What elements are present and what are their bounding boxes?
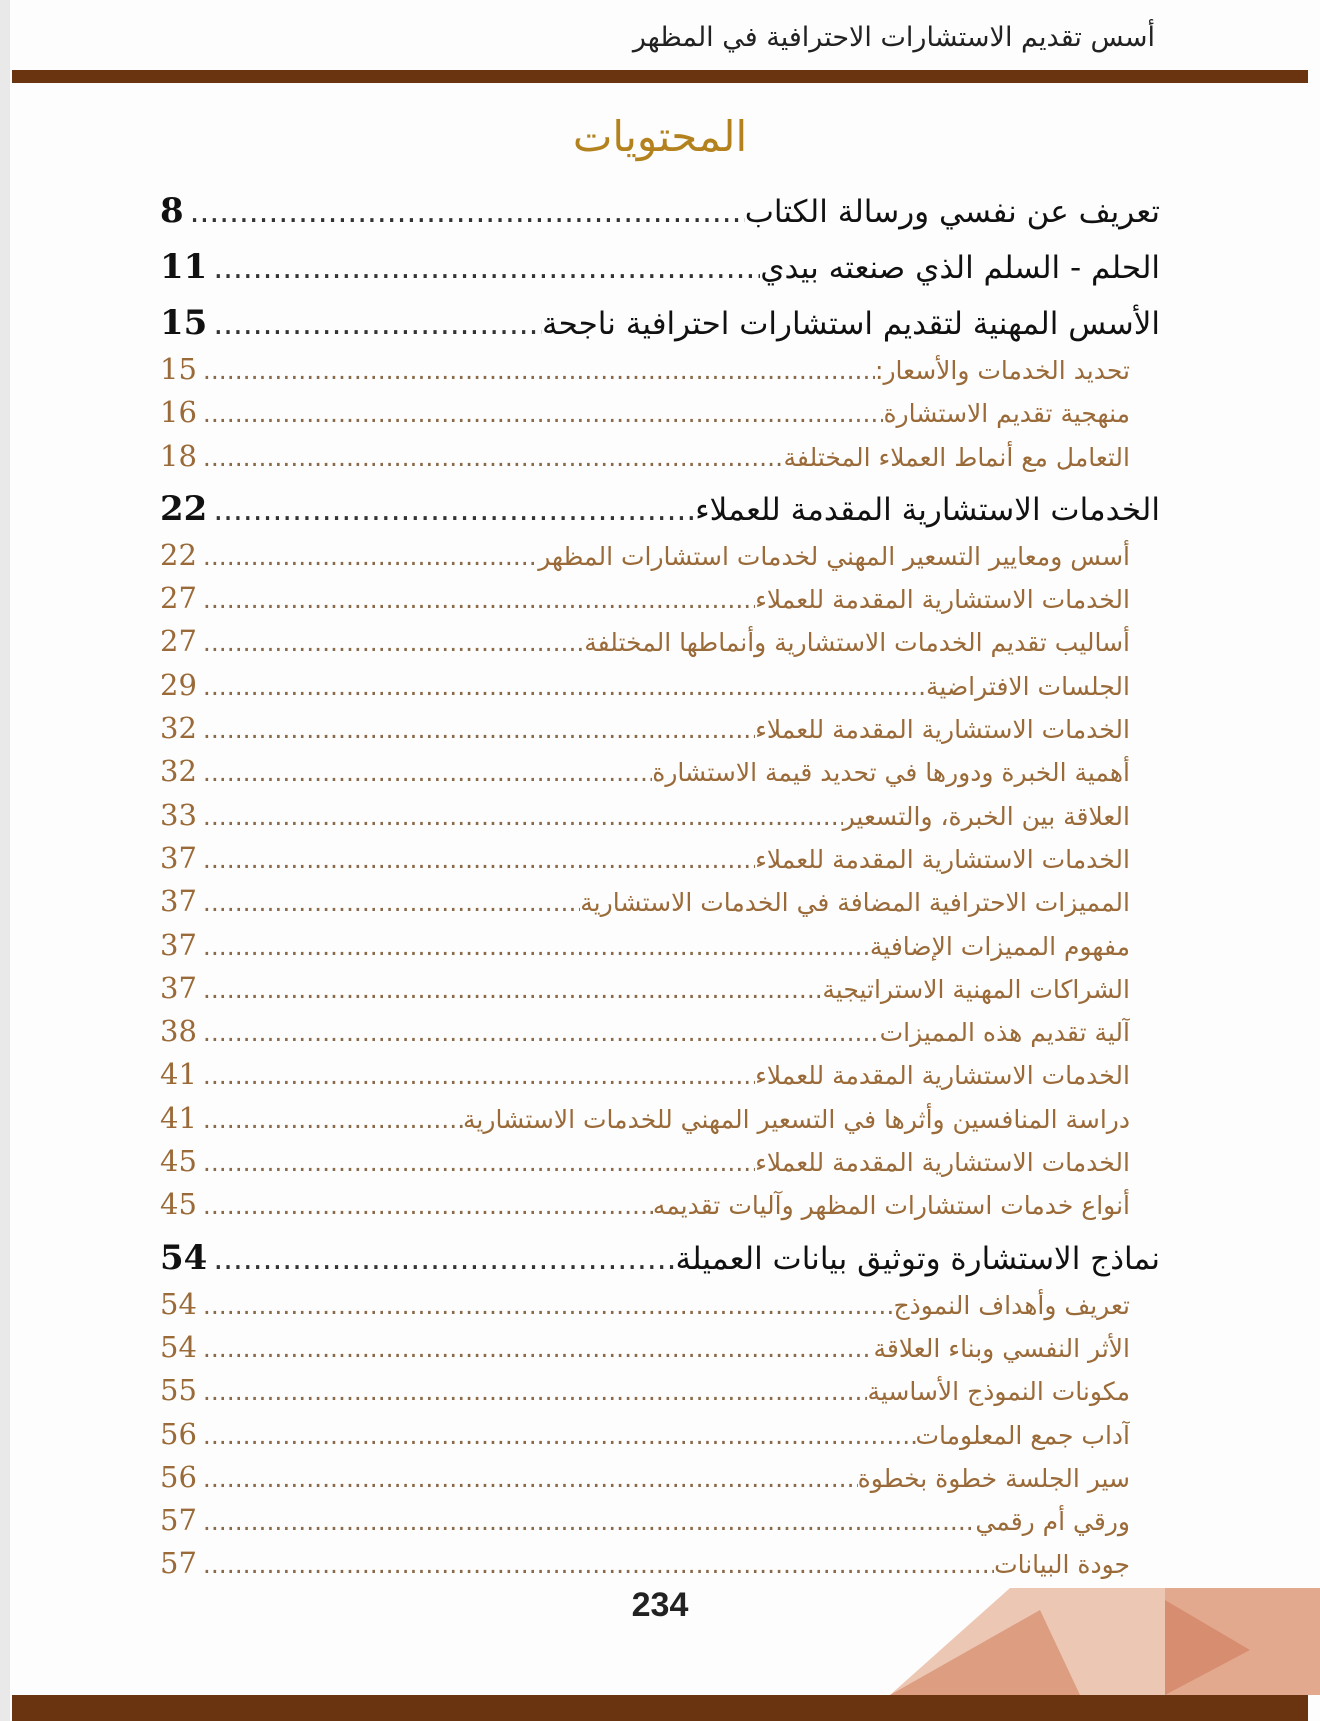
toc-section-entry bbox=[160, 1183, 1130, 1226]
toc-entry-page: 37 bbox=[160, 840, 197, 875]
toc-dot-leader bbox=[203, 1011, 880, 1053]
toc-dot-leader bbox=[213, 243, 760, 292]
toc-dot-leader bbox=[203, 1457, 858, 1499]
toc-section-entry bbox=[160, 750, 1130, 793]
toc-dot-leader bbox=[203, 968, 822, 1010]
toc-dot-leader bbox=[203, 665, 926, 707]
toc-dot-leader bbox=[203, 1500, 976, 1542]
toc-entry-page: 41 bbox=[160, 1100, 197, 1135]
toc-entry-title: الخدمات الاستشارية المقدمة للعملاء bbox=[695, 491, 1160, 528]
toc-entry-page: 15 bbox=[160, 303, 208, 343]
toc-dot-leader bbox=[203, 621, 584, 663]
toc-entry-title: المميزات الاحترافية المضافة في الخدمات الاستشارية bbox=[580, 888, 1130, 918]
toc-dot-leader bbox=[203, 1141, 755, 1183]
toc-dot-leader bbox=[203, 1184, 653, 1226]
toc-entry-title: سير الجلسة خطوة بخطوة bbox=[857, 1463, 1130, 1493]
toc-dot-leader bbox=[203, 578, 755, 620]
toc-dot-leader bbox=[203, 1327, 874, 1369]
toc-entry-title: أهمية الخبرة ودورها في تحديد قيمة الاستشارة bbox=[652, 758, 1130, 788]
toc-entry-title: تحديد الخدمات والأسعار: bbox=[875, 356, 1130, 385]
toc-section-entry bbox=[160, 837, 1130, 880]
toc-entry-page: 55 bbox=[160, 1373, 197, 1408]
toc-entry-page: 38 bbox=[160, 1014, 197, 1049]
toc-dot-leader bbox=[203, 925, 870, 967]
toc-entry-title: الشراكات المهنية الاستراتيجية bbox=[822, 974, 1130, 1004]
toc-section-entry bbox=[160, 794, 1130, 837]
toc-entry-page: 29 bbox=[160, 667, 197, 702]
toc-entry-title: تعريف وأهداف النموذج bbox=[893, 1290, 1130, 1320]
toc-section-entry bbox=[160, 1283, 1130, 1326]
toc-entry-title: الجلسات الافتراضية bbox=[926, 671, 1130, 701]
toc-section-entry bbox=[160, 664, 1130, 707]
toc-entry-page: 57 bbox=[160, 1503, 197, 1538]
toc-title: المحتويات bbox=[572, 112, 748, 161]
toc-entry-page: 54 bbox=[160, 1237, 208, 1278]
toc-entry-title: ورقي أم رقمي bbox=[975, 1507, 1130, 1537]
toc-section-entry bbox=[160, 1499, 1130, 1542]
toc-entry-page: 18 bbox=[160, 438, 197, 473]
toc-section-entry bbox=[160, 1097, 1130, 1140]
toc-entry-page: 54 bbox=[160, 1286, 197, 1321]
toc-entry-page: 8 bbox=[160, 191, 184, 231]
toc-entry-title: الخدمات الاستشارية المقدمة للعملاء bbox=[755, 1148, 1130, 1178]
toc-section-entry bbox=[160, 967, 1130, 1010]
toc-section-entry bbox=[160, 1053, 1130, 1096]
toc-section-entry bbox=[160, 348, 1130, 391]
toc-section-entry bbox=[160, 924, 1130, 967]
toc-chapter-entry bbox=[160, 242, 1160, 292]
page-number: 234 bbox=[631, 1586, 689, 1624]
toc-section-entry bbox=[160, 577, 1130, 620]
toc-entry-page: 57 bbox=[160, 1546, 197, 1581]
toc-dot-leader bbox=[203, 1098, 463, 1140]
toc-entry-title: أسس ومعايير التسعير المهني لخدمات استشارات المظهر bbox=[538, 541, 1130, 571]
toc-dot-leader bbox=[203, 349, 875, 391]
toc-dot-leader bbox=[203, 1543, 994, 1585]
toc-entry-title: الحلم - السلم الذي صنعته بيدي bbox=[760, 250, 1160, 286]
toc-section-entry bbox=[160, 1413, 1130, 1456]
toc-entry-page: 32 bbox=[160, 711, 197, 746]
toc-section-entry bbox=[160, 707, 1130, 750]
toc-entry-title: الخدمات الاستشارية المقدمة للعملاء bbox=[755, 1061, 1130, 1091]
toc-entry-title: الخدمات الاستشارية المقدمة للعملاء bbox=[755, 844, 1130, 874]
toc-dot-leader bbox=[213, 1234, 675, 1283]
toc-entry-title: مكونات النموذج الأساسية bbox=[867, 1377, 1130, 1407]
toc-entry-title: الأسس المهنية لتقديم استشارات احترافية ناجحة bbox=[542, 306, 1160, 342]
toc-section-entry bbox=[160, 1369, 1130, 1412]
toc-dot-leader bbox=[203, 708, 755, 750]
toc-section-entry bbox=[160, 534, 1130, 577]
toc-dot-leader bbox=[203, 535, 538, 577]
toc-entry-page: 33 bbox=[160, 797, 197, 832]
toc-dot-leader bbox=[203, 1414, 916, 1456]
toc-section-entry bbox=[160, 435, 1130, 478]
toc-dot-leader bbox=[213, 485, 695, 534]
toc-entry-title: مفهوم المميزات الإضافية bbox=[869, 931, 1130, 961]
toc-entry-title: الأثر النفسي وبناء العلاقة bbox=[873, 1333, 1130, 1363]
toc-entry-title: تعريف عن نفسي ورسالة الكتاب bbox=[744, 194, 1160, 230]
toc-dot-leader bbox=[203, 881, 580, 923]
toc-section-entry bbox=[160, 880, 1130, 923]
running-header: أسس تقديم الاستشارات الاحترافية في المظهر bbox=[632, 22, 1155, 53]
toc-dot-leader bbox=[203, 795, 843, 837]
toc-section-entry bbox=[160, 391, 1130, 434]
toc-dot-leader bbox=[203, 838, 755, 880]
toc-dot-leader bbox=[213, 299, 542, 348]
toc-entry-page: 16 bbox=[160, 395, 197, 430]
toc-entry-page: 37 bbox=[160, 927, 197, 962]
toc-entry-page: 22 bbox=[160, 537, 197, 572]
toc-dot-leader bbox=[190, 187, 745, 236]
toc-entry-page: 37 bbox=[160, 884, 197, 919]
toc-entry-title: جودة البيانات bbox=[994, 1550, 1130, 1580]
toc-entry-title: أنواع خدمات استشارات المظهر وآليات تقديمه bbox=[652, 1191, 1130, 1221]
toc-chapter-entry bbox=[160, 484, 1160, 534]
toc-entry-page: 15 bbox=[160, 352, 197, 386]
toc-entry-page: 22 bbox=[160, 488, 208, 529]
toc-entry-title: الخدمات الاستشارية المقدمة للعملاء bbox=[755, 585, 1130, 615]
toc-entry-page: 45 bbox=[160, 1187, 197, 1222]
header-rule bbox=[12, 70, 1308, 83]
toc-section-entry bbox=[160, 620, 1130, 663]
toc-chapter-entry bbox=[160, 298, 1160, 348]
toc-entry-page: 45 bbox=[160, 1144, 197, 1179]
toc-entry-page: 27 bbox=[160, 624, 197, 659]
toc-entry-title: دراسة المنافسين وأثرها في التسعير المهني للخدمات الاستشارية bbox=[463, 1104, 1130, 1134]
toc-entry-page: 11 bbox=[160, 247, 208, 287]
toc-section-entry bbox=[160, 1010, 1130, 1053]
toc-entry-title: أساليب تقديم الخدمات الاستشارية وأنماطها المختلفة bbox=[584, 628, 1130, 658]
toc-entry-page: 56 bbox=[160, 1459, 197, 1494]
toc-dot-leader bbox=[203, 1370, 868, 1412]
toc-dot-leader bbox=[203, 1054, 755, 1096]
toc-chapter-entry bbox=[160, 1233, 1160, 1283]
toc-entry-title: آلية تقديم هذه المميزات bbox=[879, 1018, 1130, 1048]
toc-entry-page: 41 bbox=[160, 1057, 197, 1092]
toc-entry-page: 37 bbox=[160, 970, 197, 1005]
toc-section-entry bbox=[160, 1140, 1130, 1183]
toc-dot-leader bbox=[203, 1284, 894, 1326]
toc-entry-page: 27 bbox=[160, 581, 197, 616]
toc-entry-title: منهجية تقديم الاستشارة bbox=[883, 399, 1130, 429]
toc-entry-page: 32 bbox=[160, 754, 197, 789]
toc-entry-title: الخدمات الاستشارية المقدمة للعملاء bbox=[755, 715, 1130, 745]
footer-rule bbox=[12, 1695, 1308, 1721]
toc-entry-title: العلاقة بين الخبرة، والتسعير bbox=[842, 801, 1130, 831]
table-of-contents bbox=[160, 186, 1160, 1586]
toc-entry-title: نماذج الاستشارة وتوثيق بيانات العميلة bbox=[675, 1240, 1160, 1277]
toc-entry-page: 56 bbox=[160, 1416, 197, 1451]
toc-dot-leader bbox=[203, 751, 652, 793]
toc-section-entry bbox=[160, 1456, 1130, 1499]
page-left-edge bbox=[0, 0, 10, 1721]
toc-entry-page: 54 bbox=[160, 1329, 197, 1364]
toc-section-entry bbox=[160, 1542, 1130, 1585]
toc-chapter-entry bbox=[160, 186, 1160, 236]
toc-dot-leader bbox=[203, 436, 784, 478]
toc-entry-title: آداب جمع المعلومات bbox=[915, 1420, 1130, 1450]
toc-section-entry bbox=[160, 1326, 1130, 1369]
toc-entry-title: التعامل مع أنماط العملاء المختلفة bbox=[783, 442, 1130, 472]
toc-dot-leader bbox=[203, 392, 884, 434]
